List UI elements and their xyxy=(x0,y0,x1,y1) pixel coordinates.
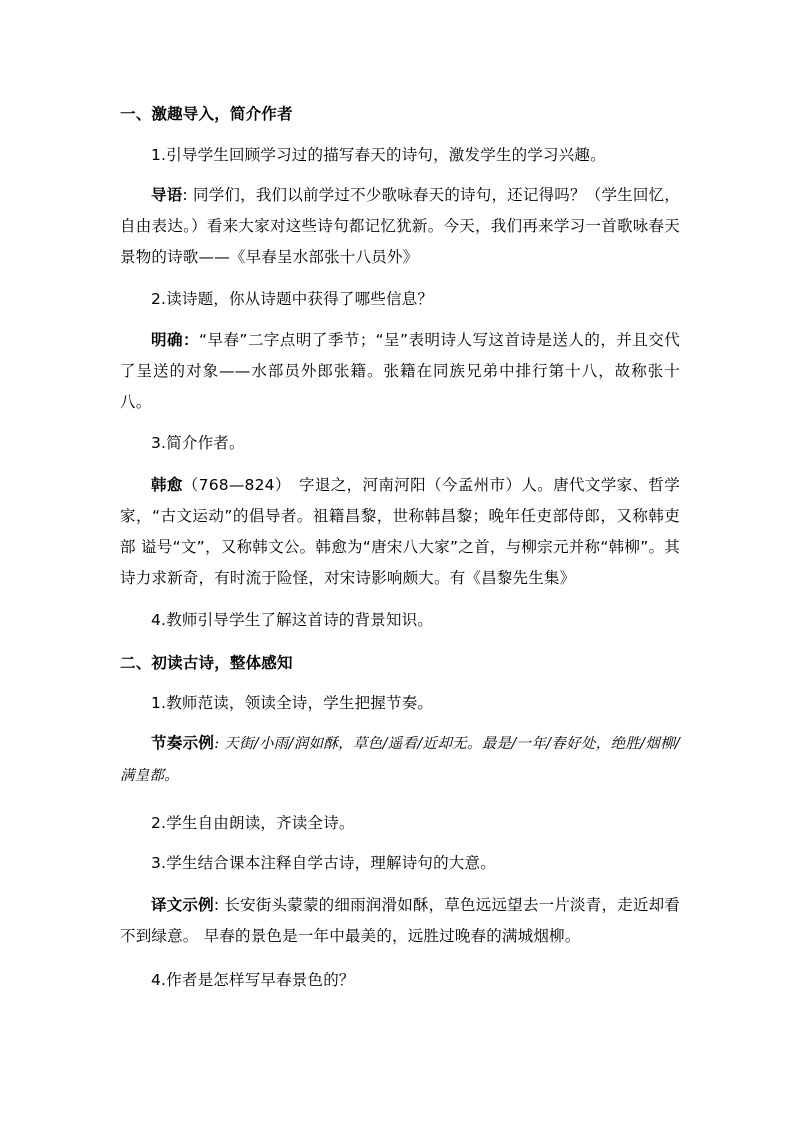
rhythm-lead-label: 节奏示例 xyxy=(151,734,215,752)
rhythm-text: : 天街/小雨/润如酥，草色/遥看/近却无。最是/一年/春好处，绝胜/烟柳/满皇都。 xyxy=(120,736,680,784)
translation-text: : 长安街头蒙蒙的细雨润滑如酥，草色远远望去一片淡青，走近却看不到绿意。 早春的景色是一年中最美的，远胜过晚春的满城烟柳。 xyxy=(120,896,680,945)
paragraph-rhythm xyxy=(120,728,680,792)
section-heading-2: 二、初读古诗，整体感知 xyxy=(120,654,293,672)
paragraph-8: 4.作者是怎样写早春景色的？ xyxy=(151,971,355,989)
section-heading-1: 一、激趣导入，简介作者 xyxy=(120,105,293,123)
paragraph-3: 3.简介作者。 xyxy=(151,434,245,452)
clarify-text: “早春”二字点明了季节；“呈”表明诗人写这首诗是送人的，并且交代了呈送的对象——水部员外郎张籍。张籍在同族兄弟中排行第十八，故称张十八。 xyxy=(120,331,680,411)
paragraph-clarify xyxy=(120,325,680,418)
paragraph-translation xyxy=(120,890,680,952)
clarify-lead-label: 明确： xyxy=(151,331,199,349)
paragraph-2: 2.读诗题，你从诗题中获得了哪些信息？ xyxy=(151,290,434,308)
author-name: 韩愈 xyxy=(151,476,183,494)
intro-text: : 同学们，我们以前学过不少歌咏春天的诗句，还记得吗？（学生回忆，自由表达。）看来大家对这些诗句都记忆犹新。今天，我们再来学习一首歌咏春天景物的诗歌——《早春呈水部张十八员外》 xyxy=(120,186,680,266)
intro-lead-label: 导语 xyxy=(151,186,183,204)
paragraph-intro xyxy=(120,180,680,273)
translation-lead-label: 译文示例 xyxy=(151,896,214,914)
paragraph-5: 1.教师范读，领读全诗，学生把握节奏。 xyxy=(151,694,434,712)
paragraph-4: 4.教师引导学生了解这首诗的背景知识。 xyxy=(151,611,434,629)
paragraph-1: 1.引导学生回顾学习过的描写春天的诗句，激发学生的学习兴趣。 xyxy=(151,146,606,164)
paragraph-author xyxy=(120,470,680,594)
paragraph-6: 2.学生自由朗读，齐读全诗。 xyxy=(151,814,355,832)
author-bio: （768—824） 字退之，河南河阳（今孟州市）人。唐代文学家、哲学家，“古文运动”的倡导者。祖籍昌黎，世称韩昌黎；晚年任吏部侍郎，又称韩吏部 谥号“文”，又称韩文公。韩愈为“唐宋八大家”之首，与柳宗元并称“韩柳”。其诗力求新奇，有时流于险怪，对宋诗影响颇大。有《昌黎先生集》 xyxy=(120,476,680,587)
paragraph-7: 3.学生结合课本注释自学古诗，理解诗句的大意。 xyxy=(151,854,496,872)
